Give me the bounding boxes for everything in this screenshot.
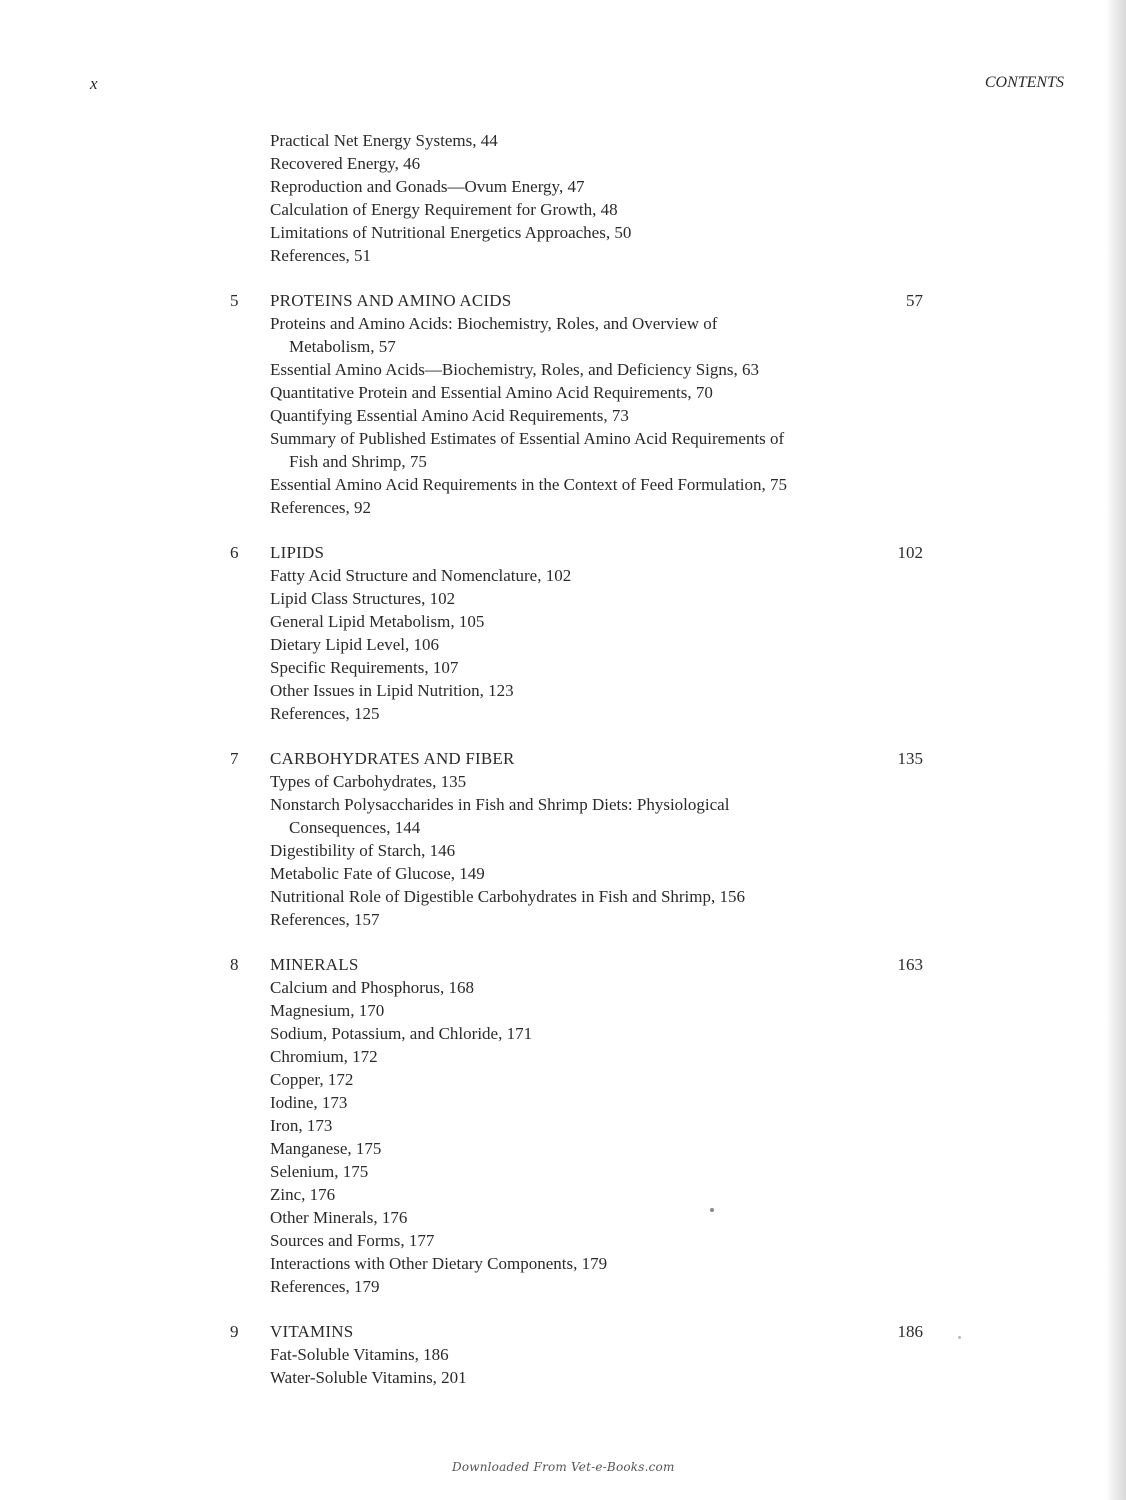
toc-entry: Lipid Class Structures, 102 (270, 589, 456, 608)
toc-entry: Manganese, 175 (270, 1139, 382, 1158)
toc-entry: Copper, 172 (270, 1070, 354, 1089)
chapter-page: 57 (906, 291, 923, 310)
table-of-contents (0, 129, 1126, 1389)
chapter-title: PROTEINS AND AMINO ACIDS (270, 291, 512, 310)
toc-entry: Fat-Soluble Vitamins, 186 (270, 1345, 449, 1364)
toc-entry: Limitations of Nutritional Energetics Approaches, 50 (270, 223, 632, 242)
toc-entry: Specific Requirements, 107 (270, 658, 459, 677)
toc-entry: Dietary Lipid Level, 106 (270, 635, 440, 654)
toc-entry: Essential Amino Acid Requirements in the Context of Feed Formulation, 75 (270, 475, 788, 494)
chapter-page: 102 (897, 543, 923, 562)
chapter-number: 6 (230, 543, 239, 562)
toc-entry: Interactions with Other Dietary Components, 179 (270, 1254, 608, 1273)
chapter-6 (0, 541, 1126, 725)
toc-entry: Fatty Acid Structure and Nomenclature, 102 (270, 566, 572, 585)
chapter-title: MINERALS (270, 955, 359, 974)
toc-entry: Water-Soluble Vitamins, 201 (270, 1368, 467, 1387)
toc-entry-continuation: Metabolism, 57 (289, 337, 396, 356)
watermark: Downloaded From Vet-e-Books.com (452, 1460, 675, 1474)
toc-entry: References, 92 (270, 498, 372, 517)
scan-speck (958, 1336, 961, 1339)
toc-entry: Calculation of Energy Requirement for Growth, 48 (270, 200, 618, 219)
toc-entry: Other Issues in Lipid Nutrition, 123 (270, 681, 514, 700)
toc-entry: Iodine, 173 (270, 1093, 348, 1112)
toc-entry: Reproduction and Gonads—Ovum Energy, 47 (270, 177, 585, 196)
toc-entry: Quantifying Essential Amino Acid Requirements, 73 (270, 406, 629, 425)
chapter-page: 186 (897, 1322, 923, 1341)
chapter-title: VITAMINS (270, 1322, 354, 1341)
toc-entry: References, 157 (270, 910, 380, 929)
chapter-page: 163 (897, 955, 923, 974)
toc-entry: Essential Amino Acids—Biochemistry, Roles, and Deficiency Signs, 63 (270, 360, 760, 379)
toc-entry: Quantitative Protein and Essential Amino Acid Requirements, 70 (270, 383, 713, 402)
toc-entry: Summary of Published Estimates of Essential Amino Acid Requirements of (270, 429, 785, 448)
toc-entry: Calcium and Phosphorus, 168 (270, 978, 474, 997)
page-number-roman: x (90, 74, 98, 93)
toc-entry-continuation: Consequences, 144 (289, 818, 421, 837)
chapter-5 (0, 289, 1126, 519)
chapter-number: 9 (230, 1322, 239, 1341)
chapter-number: 8 (230, 955, 239, 974)
chapter-page: 135 (897, 749, 923, 768)
toc-entry: Chromium, 172 (270, 1047, 378, 1066)
scan-speck (710, 1208, 714, 1212)
chapter-7 (0, 747, 1126, 931)
toc-entry: Recovered Energy, 46 (270, 154, 421, 173)
toc-entry-continuation: Fish and Shrimp, 75 (289, 452, 427, 471)
toc-entry: References, 51 (270, 246, 372, 265)
toc-entry: Proteins and Amino Acids: Biochemistry, Roles, and Overview of (270, 314, 718, 333)
chapter-number: 5 (230, 291, 239, 310)
toc-entry: Digestibility of Starch, 146 (270, 841, 456, 860)
running-header: CONTENTS (984, 74, 1064, 91)
toc-entry: Selenium, 175 (270, 1162, 369, 1181)
chapter-9 (0, 1320, 1126, 1389)
toc-entry: Iron, 173 (270, 1116, 333, 1135)
toc-entry: Nonstarch Polysaccharides in Fish and Shrimp Diets: Physiological (270, 795, 730, 814)
toc-entry: Zinc, 176 (270, 1185, 336, 1204)
toc-entry: Sodium, Potassium, and Chloride, 171 (270, 1024, 533, 1043)
chapter-title: LIPIDS (270, 543, 325, 562)
chapter-8 (0, 953, 1126, 1298)
toc-entry: References, 179 (270, 1277, 380, 1296)
chapter-title: CARBOHYDRATES AND FIBER (270, 749, 515, 768)
toc-entry: Sources and Forms, 177 (270, 1231, 435, 1250)
intro-entries (0, 129, 1126, 267)
toc-entry: References, 125 (270, 704, 380, 723)
toc-entry: Magnesium, 170 (270, 1001, 385, 1020)
toc-entry: Nutritional Role of Digestible Carbohydrates in Fish and Shrimp, 156 (270, 887, 746, 906)
toc-entry: Types of Carbohydrates, 135 (270, 772, 467, 791)
toc-entry: Other Minerals, 176 (270, 1208, 408, 1227)
toc-entry: Practical Net Energy Systems, 44 (270, 131, 498, 150)
chapter-number: 7 (230, 749, 239, 768)
toc-entry: Metabolic Fate of Glucose, 149 (270, 864, 485, 883)
toc-entry: General Lipid Metabolism, 105 (270, 612, 485, 631)
